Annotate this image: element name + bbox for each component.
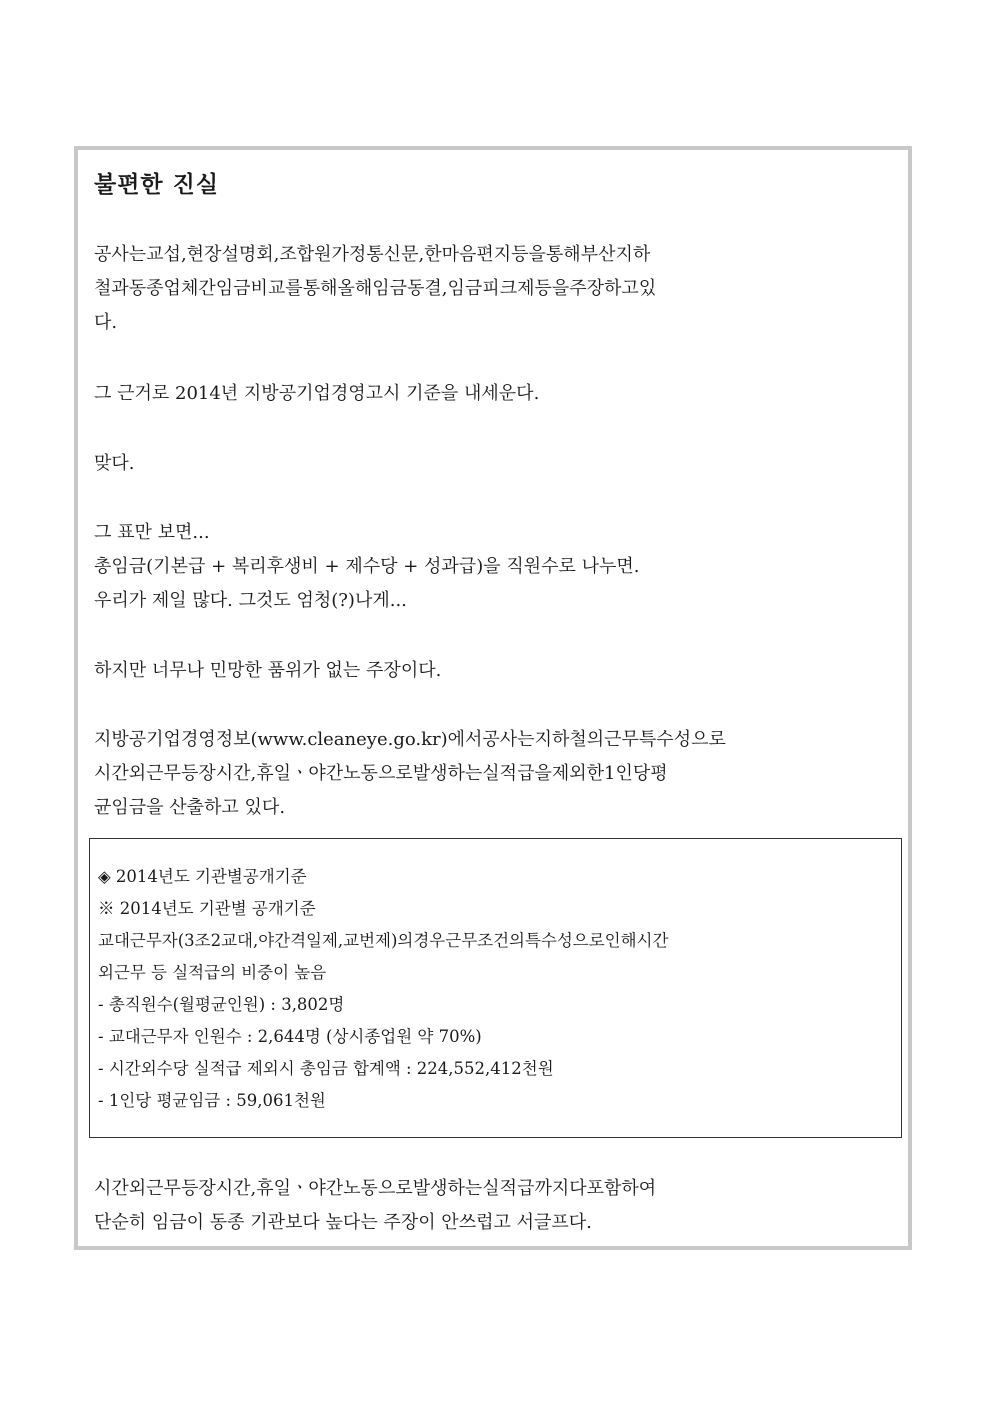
- paragraph-however: [94, 654, 899, 688]
- paragraph-table-view: [94, 516, 899, 618]
- paragraph-company-claims: [94, 238, 899, 340]
- paragraph-line: 시간외근무등장시간,휴일ㆍ야간노동으로발생하는실적급을제외한1인당평: [94, 763, 668, 784]
- paragraph-line: 맞다.: [94, 453, 135, 474]
- paragraph-line: 공사는교섭,현장설명회,조합원가정통신문,한마음편지등을통해부산지하: [94, 244, 651, 265]
- paragraph-cleaneye: [94, 723, 899, 825]
- paragraph-line: 시간외근무등장시간,휴일ㆍ야간노동으로발생하는실적급까지다포함하여: [94, 1178, 657, 1199]
- paragraph-agree: [94, 447, 899, 481]
- paragraph-line: 다.: [94, 312, 118, 333]
- paragraph-basis: [94, 377, 899, 411]
- paragraph-line: 단순히 임금이 동종 기관보다 높다는 주장이 안쓰럽고 서글프다.: [94, 1212, 592, 1233]
- box-line: - 시간외수당 실적급 제외시 총임금 합계액 : 224,552,412천원: [98, 1059, 554, 1078]
- paragraph-line: 균임금을 산출하고 있다.: [94, 797, 286, 818]
- box-line: - 1인당 평균임금 : 59,061천원: [98, 1091, 326, 1110]
- disclosure-criteria-text: [98, 861, 893, 1117]
- box-line: 교대근무자(3조2교대,야간격일제,교번제)의경우근무조건의특수성으로인해시간: [98, 931, 669, 950]
- paragraph-line: 지방공기업경영정보(www.cleaneye.go.kr)에서공사는지하철의근무특수성으로: [94, 729, 726, 750]
- document-title: 불편한 진실: [94, 172, 220, 198]
- paragraph-line: 총임금(기본급 + 복리후생비 + 제수당 + 성과급)을 직원수로 나누면.: [94, 556, 640, 577]
- paragraph-line: 철과동종업체간임금비교를통해올해임금동결,임금피크제등을주장하고있: [94, 278, 657, 299]
- box-line: 외근무 등 실적급의 비중이 높음: [98, 963, 327, 982]
- paragraph-line: 그 근거로 2014년 지방공기업경영고시 기준을 내세운다.: [94, 383, 540, 404]
- box-line: - 총직원수(월평균인원) : 3,802명: [98, 995, 345, 1014]
- paragraph-conclusion: [94, 1172, 899, 1240]
- box-line: ※ 2014년도 기관별 공개기준: [98, 899, 316, 918]
- box-line: ◈ 2014년도 기관별공개기준: [98, 867, 307, 886]
- box-line: - 교대근무자 인원수 : 2,644명 (상시종업원 약 70%): [98, 1027, 482, 1046]
- paragraph-line: 하지만 너무나 민망한 품위가 없는 주장이다.: [94, 660, 442, 681]
- paragraph-line: 그 표만 보면...: [94, 522, 210, 543]
- paragraph-line: 우리가 제일 많다. 그것도 엄청(?)나게...: [94, 590, 407, 611]
